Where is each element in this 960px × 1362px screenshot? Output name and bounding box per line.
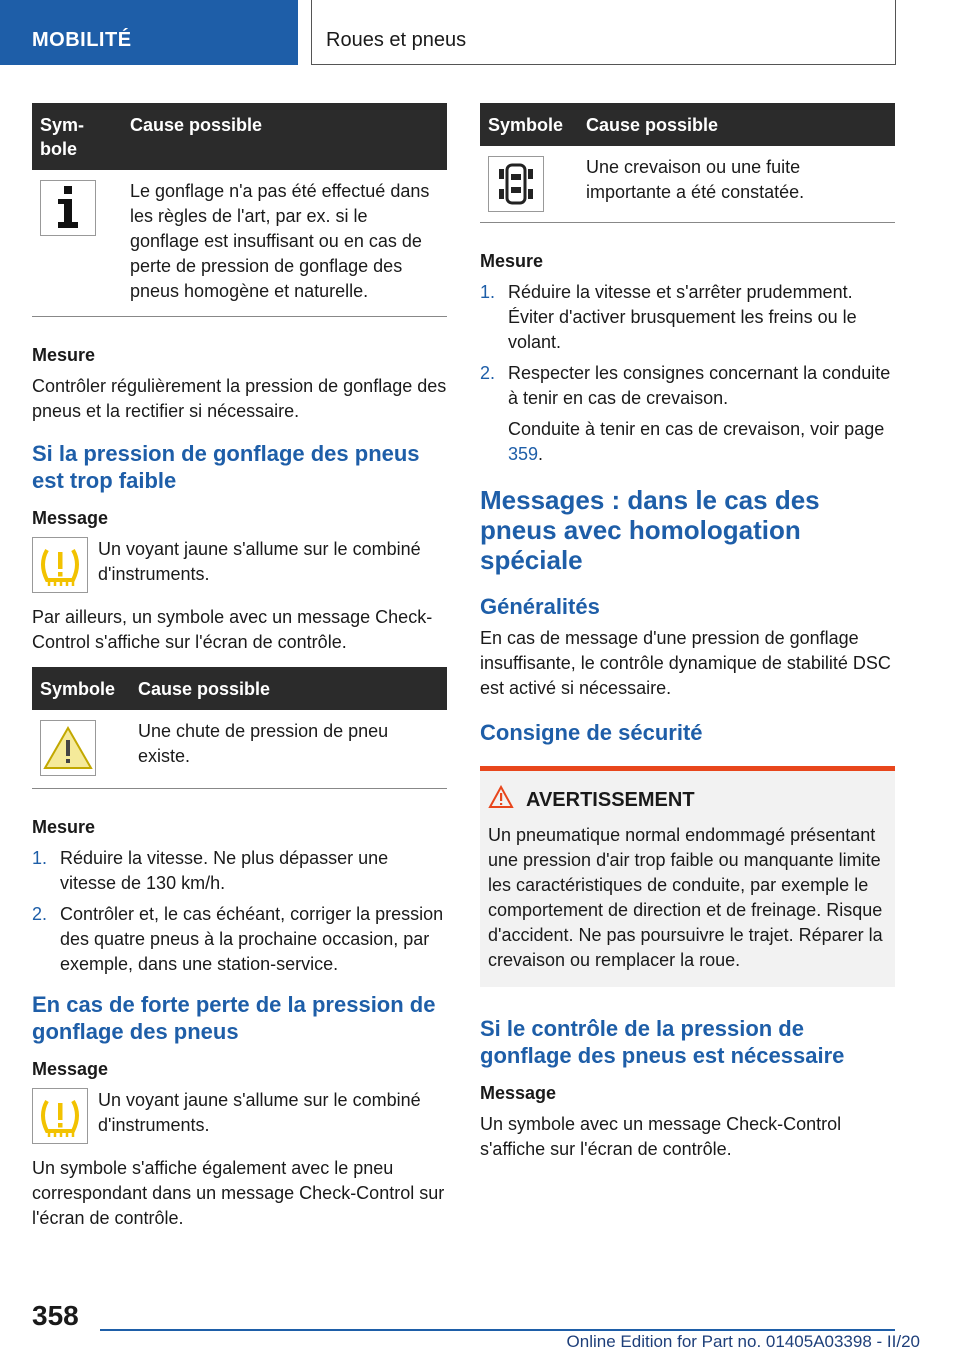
mesure-label: Mesure — [32, 345, 96, 365]
section-tab: MOBILITÉ — [0, 0, 298, 65]
section-heading: Si le contrôle de la pression de gonflage des pneus est nécessaire — [480, 1016, 845, 1068]
message-row — [32, 537, 447, 593]
list-item: 1. Réduire la vitesse et s'arrêter prudemment. Éviter d'activer brusquement les freins ou le volant. — [480, 282, 857, 352]
table-header-cause: Cause possible — [130, 667, 447, 710]
section-heading: Si la pression de gonflage des pneus est trop faible — [32, 441, 420, 493]
mesure-label: Mesure — [480, 251, 544, 271]
tire-pressure-warning-icon — [32, 537, 88, 593]
message-label: Message — [32, 1059, 109, 1079]
symbol-table-3 — [480, 103, 895, 223]
symbol-table-1 — [32, 103, 447, 317]
table-header-symbol: Symbole — [32, 667, 130, 710]
message-label: Message — [480, 1083, 557, 1103]
section-heading: Généralités — [480, 594, 600, 619]
table-header-symbol: Sym- bole — [32, 103, 122, 170]
message-text: Un symbole avec un message Check-Control s'affiche sur l'écran de contrôle. — [480, 1114, 842, 1159]
chapter-heading: Messages : dans le cas des pneus avec homologation spéciale — [480, 485, 820, 575]
message-label: Message — [32, 508, 109, 528]
chapter-title: Roues et pneus — [311, 0, 896, 65]
table-cell-cause: Une crevaison ou une fuite importante a été constatée. — [578, 146, 895, 223]
info-icon — [40, 180, 96, 236]
warning-title: AVERTISSEMENT — [488, 785, 887, 815]
section-heading: Consigne de sécurité — [480, 720, 703, 745]
page-number: 358 — [32, 1300, 79, 1331]
table-row — [32, 170, 447, 317]
car-tires-icon — [488, 156, 544, 212]
table-cell-cause: Une chute de pression de pneu existe. — [130, 710, 447, 789]
message-extra-text: Un symbole s'affiche également avec le pneu correspondant dans un message Check-Control sur l'écran de contrôle. — [32, 1158, 445, 1228]
table-cell-cause: Le gonflage n'a pas été effectué dans les règles de l'art, par ex. si le gonflage est insuffisant ou en cas de perte de pression de gonflage des pneus homogène et naturelle. — [122, 170, 447, 317]
message-extra-text: Par ailleurs, un symbole avec un message Check-Control s'affiche sur l'écran de contrôle. — [32, 607, 433, 652]
list-item: 1. Réduire la vitesse. Ne plus dépasser une vitesse de 130 km/h. — [32, 848, 389, 893]
message-text: Un voyant jaune s'allume sur le combiné d'instruments. — [98, 1090, 421, 1135]
warning-box — [480, 766, 895, 987]
tire-pressure-warning-icon — [32, 1088, 88, 1144]
symbol-table-2 — [32, 667, 447, 789]
table-header-symbol: Symbole — [480, 103, 578, 146]
right-column — [480, 103, 895, 1162]
message-row — [32, 1088, 447, 1144]
table-row — [480, 146, 895, 223]
warning-text: Un pneumatique normal endommagé présentant une pression d'air trop faible ou manquante limite les caractéristiques de conduite, par exemple le comportement de direction et de freinage. Risque d'accident. Ne pas poursuivre le trajet. Réparer la crevaison ou remplacer la roue. — [488, 825, 883, 970]
table-header-cause: Cause possible — [122, 103, 447, 170]
mesure-steps — [480, 280, 895, 467]
page-link[interactable]: 359 — [508, 444, 539, 464]
left-column — [32, 103, 447, 1231]
table-header-cause: Cause possible — [578, 103, 895, 146]
mesure-text: Contrôler régulièrement la pression de gonflage des pneus et la rectifier si nécessaire. — [32, 376, 447, 421]
general-text: En cas de message d'une pression de gonflage insuffisante, le contrôle dynamique de stabilité DSC est activé si nécessaire. — [480, 628, 891, 698]
footer-edition: Online Edition for Part no. 01405A03398 - II/20 — [566, 1332, 920, 1351]
section-heading: En cas de forte perte de la pression de gonflage des pneus — [32, 992, 436, 1044]
mesure-label: Mesure — [32, 817, 96, 837]
table-row — [32, 710, 447, 789]
list-item: 2. Respecter les consignes concernant la conduite à tenir en cas de crevaison. Conduite à tenir en cas de crevaison, voir page 359. — [480, 361, 895, 467]
warning-triangle-icon — [40, 720, 96, 776]
list-item: 2. Contrôler et, le cas échéant, corriger la pression des quatre pneus à la prochaine occasion, par exemple, dans une station-service. — [32, 904, 444, 974]
footer-rule — [100, 1329, 895, 1331]
message-text: Un voyant jaune s'allume sur le combiné d'instruments. — [98, 539, 421, 584]
crossref-text: Conduite à tenir en cas de crevaison, voir page 359. — [508, 419, 885, 464]
hazard-icon — [488, 785, 514, 815]
mesure-steps — [32, 846, 447, 977]
